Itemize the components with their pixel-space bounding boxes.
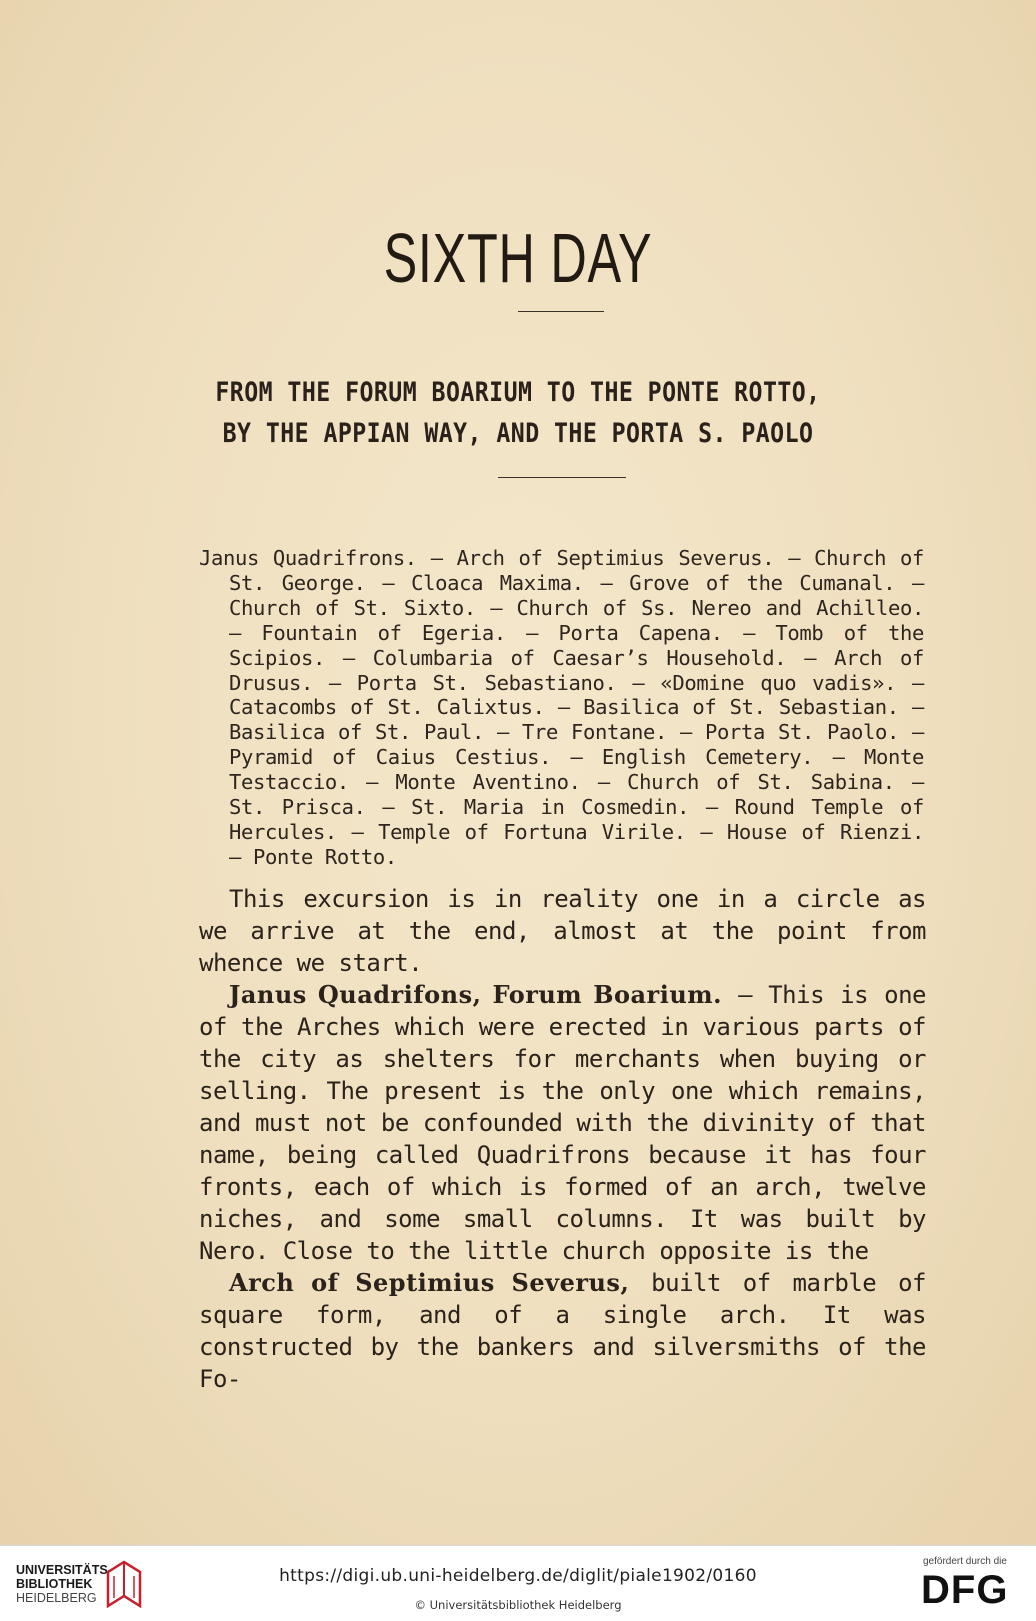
paragraph-janus [199,979,926,1267]
chapter-subtitle [176,372,861,454]
permalink-url[interactable]: https://digi.ub.uni-heidelberg.de/diglit/piale1902/0160 [279,1566,757,1586]
copyright-notice: © Universitätsbibliothek Heidelberg [414,1598,622,1612]
paragraph-arch-text: built of marble of square form, and of a single arch. It was constructed by the bankers and silversmiths of the Fo- [199,1269,926,1393]
library-line-3: HEIDELBERG [16,1591,97,1605]
term-janus-quadrifons: Janus Quadrifons, Forum Boarium. [229,980,723,1009]
subtitle-line-1: FROM THE FORUM BOARIUM TO THE PONTE ROTTO, [215,377,821,408]
body-text [199,883,926,1395]
title-rule [518,311,604,312]
library-line-2: BIBLIOTHEK [16,1577,93,1591]
paragraph-intro: This excursion is in reality one in a circle as we arrive at the end, almost at the point from whence we start. [199,885,926,977]
paragraph-janus-text: — This is one of the Arches which were erected in various parts of the city as shelters for merchants when buying or selling. The present is the only one which remains, and must not be confounded with the divinity of that name, being called Quadrifrons because it has four fronts, each of which is formed of an arch, twelve niches, and some small columns. It was built by Nero. Close to the little church opposite is the [199,981,926,1265]
subtitle-rule [498,477,626,478]
funded-by-label: gefördert durch die [923,1556,1007,1567]
viewer-footer [0,1545,1036,1621]
dfg-logo: DFG [921,1568,1009,1612]
term-arch-septimius: Arch of Septimius Severus, [229,1268,630,1297]
library-line-1: UNIVERSITÄTS- [16,1563,112,1577]
subtitle-line-2: BY THE APPIAN WAY, AND THE PORTA S. PAOLO [222,418,814,449]
chapter-summary [199,546,924,870]
paragraph-arch [199,1267,926,1395]
summary-text: Janus Quadrifrons. — Arch of Septimius Severus. — Church of St. George. — Cloaca Maxima. — Grove of the Cumanal. — Church of St. Sixto. – Church of Ss. Nereo and Achilleo. — Fountain of Egeria. — Porta Capena. — Tomb of the Scipios. — Columbaria of Caesar’s Household. — Arch of Drusus. — Porta St. Sebastiano. – «Domine quo vadis». — Catacombs of St. Calixtus. — Basilica of St. Sebastian. — Basilica of St. Paul. — Tre Fontane. — Porta St. Paolo. — Pyramid of Caius Cestius. — English Cemetery. — Monte Testaccio. — Monte Aventino. — Church of St. Sabina. — St. Prisca. — St. Maria in Cosmedin. — Round Temple of Hercules. — Temple of Fortuna Virile. — House of Rienzi. — Ponte Rotto. [199,546,924,869]
chapter-title: SIXTH DAY [383,219,653,297]
